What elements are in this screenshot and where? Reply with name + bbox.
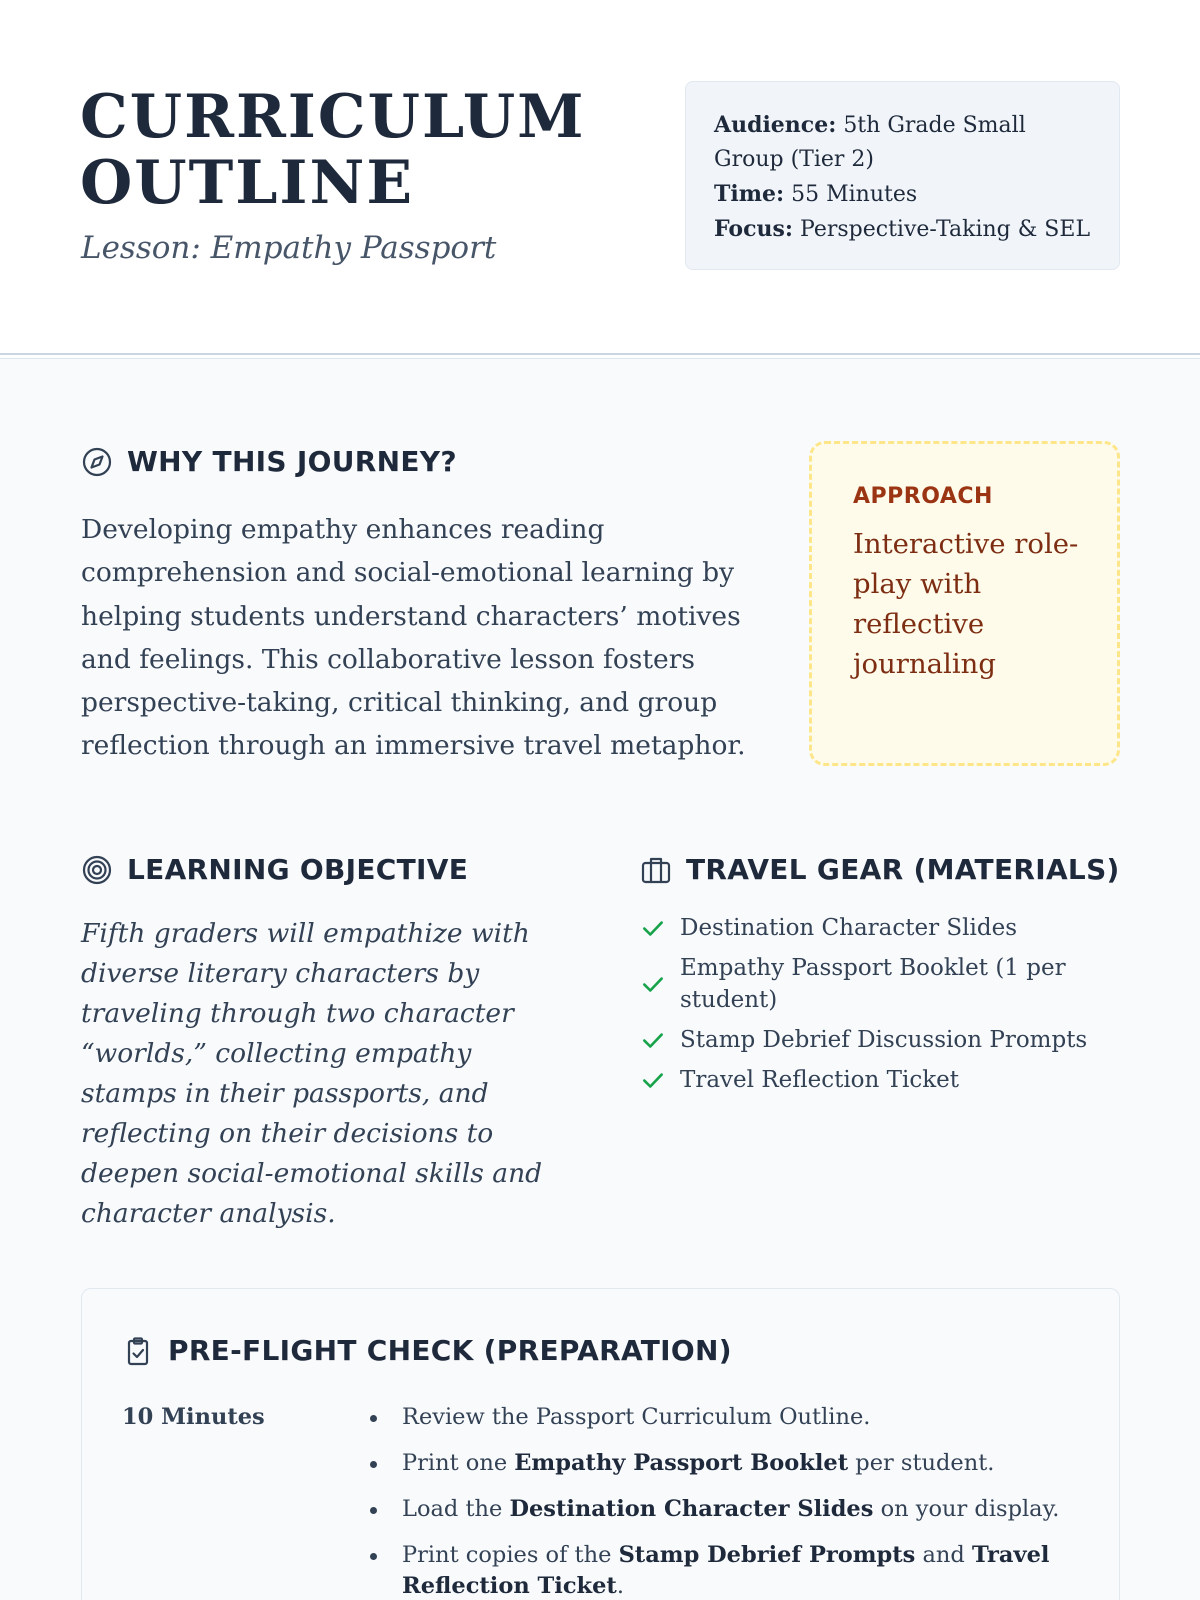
preparation-item-text: Load the (402, 1496, 510, 1522)
preparation-item-text: . (616, 1573, 624, 1599)
materials-item-text: Travel Reflection Ticket (680, 1067, 960, 1093)
meta-focus-value: Perspective-Taking & SEL (800, 217, 1091, 242)
luggage-icon (640, 854, 672, 886)
materials-item-text: Stamp Debrief Discussion Prompts (680, 1027, 1088, 1053)
why-heading-text: WHY THIS JOURNEY? (127, 445, 457, 478)
document-header (0, 0, 1200, 353)
meta-focus (714, 212, 1095, 247)
preparation-heading-text: PRE-FLIGHT CHECK (PREPARATION) (168, 1334, 732, 1367)
materials-item-text: Destination Character Slides (680, 915, 1018, 941)
materials-heading-text: TRAVEL GEAR (MATERIALS) (686, 853, 1120, 886)
meta-audience (714, 108, 1095, 177)
preparation-item-text: Print copies of the (402, 1542, 619, 1568)
preparation-item-text: Review the Passport Curriculum Outline. (402, 1404, 871, 1430)
materials-item (640, 1024, 1120, 1056)
preparation-item (368, 1494, 1088, 1525)
materials-item-text: Empathy Passport Booklet (1 per student) (680, 955, 1066, 1013)
meta-time-label: Time: (714, 181, 785, 207)
materials-item (640, 1064, 1120, 1096)
meta-audience-label: Audience: (714, 112, 837, 138)
materials-item (640, 912, 1120, 944)
preparation-item-text: and (915, 1542, 972, 1568)
preparation-item-bold: Empathy Passport Booklet (514, 1450, 849, 1476)
check-icon (640, 915, 666, 941)
preparation-item-text: per student. (848, 1450, 995, 1476)
approach-label: APPROACH (853, 484, 993, 509)
approach-callout (809, 441, 1120, 766)
objective-heading (81, 853, 468, 886)
lesson-subtitle: Lesson: Empathy Passport (81, 230, 497, 266)
check-icon (640, 971, 666, 997)
target-icon (81, 854, 113, 886)
why-paragraph: Developing empathy enhances reading comprehension and social-emotional learning by helping students understand characters’ motives and feelings. This collaborative lesson fosters perspective-taking, critical thinking, and group reflection through an immersive travel metaphor. (81, 514, 746, 762)
preparation-item-text: on your display. (873, 1496, 1060, 1522)
page-title-line-2: OUTLINE (80, 148, 415, 218)
clipboard-check-icon (122, 1335, 154, 1367)
check-icon (640, 1027, 666, 1053)
preparation-item (368, 1448, 1088, 1479)
preparation-item-text: Print one (402, 1450, 515, 1476)
header-divider (0, 353, 1200, 355)
objective-heading-text: LEARNING OBJECTIVE (127, 853, 469, 886)
preparation-list (368, 1402, 1088, 1600)
compass-icon (81, 446, 113, 478)
materials-item (640, 952, 1120, 1016)
meta-time (714, 177, 1095, 212)
preparation-heading (122, 1334, 732, 1367)
objective-paragraph: Fifth graders will empathize with diverse literary characters by traveling through two character “worlds,” collecting empathy stamps in their passports, and reflecting on their decisions to deepen social-emotional skills and character analysis. (81, 918, 543, 1229)
preparation-duration: 10 Minutes (122, 1404, 265, 1430)
meta-focus-label: Focus: (714, 216, 793, 242)
materials-list (640, 912, 1120, 1104)
approach-text: Interactive role-play with reflective journaling (853, 528, 1079, 680)
page-title-line-1: CURRICULUM (80, 82, 586, 152)
page-title (80, 84, 640, 216)
meta-time-value: 55 Minutes (791, 182, 918, 207)
meta-audience-value: 5th Grade Small Group (Tier 2) (714, 113, 1026, 172)
preparation-item (368, 1402, 1088, 1433)
lesson-meta-box (685, 81, 1120, 270)
check-icon (640, 1067, 666, 1093)
materials-heading (640, 853, 1120, 886)
preparation-item-bold: Stamp Debrief Prompts (618, 1542, 916, 1568)
preparation-item-bold: Travel Reflection Ticket (402, 1542, 1050, 1599)
preparation-item (368, 1540, 1088, 1600)
why-heading (81, 445, 457, 478)
preparation-item-bold: Destination Character Slides (509, 1496, 874, 1522)
